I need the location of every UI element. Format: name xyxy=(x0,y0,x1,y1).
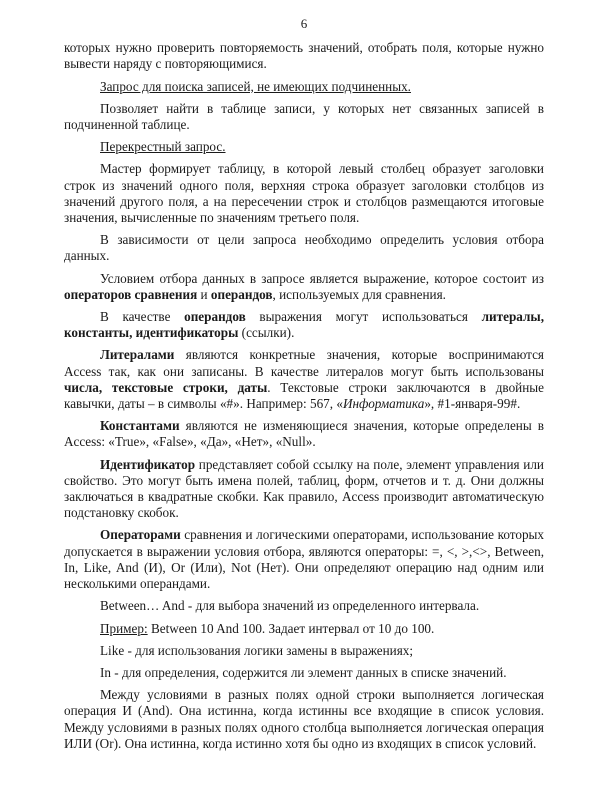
text-span: В качестве xyxy=(100,309,185,325)
text-span: представляет собой ссылку на поле, элемент управления или свойство. Это могут быть имена полей, таблиц, форм, отчетов и т. д. Они должны заключаться в квадратные скобки. Как правило, Access производит автоматическую подстановку скобок. xyxy=(64,456,544,521)
paragraph-continuation: которых нужно проверить повторяемость значений, отобрать поля, которые нужно вывести наряду с повторяющимися. xyxy=(64,40,544,72)
italic-term: Информатика xyxy=(342,396,425,412)
text-span: являются не изменяющиеся значения, которые определены в Access: «True», «False», «Да», «Нет», «Null». xyxy=(64,418,544,450)
text-span: (ссылки). xyxy=(238,325,295,341)
paragraph-example xyxy=(64,621,544,637)
bold-term: операторов сравнения xyxy=(64,286,198,302)
paragraph-constants xyxy=(64,418,544,450)
paragraph-in: In - для определения, содержится ли элемент данных в списке значений. xyxy=(100,664,507,680)
bold-term: операндов xyxy=(184,309,246,325)
paragraph-cross-query: Мастер формирует таблицу, в которой левый столбец образует заголовки строк из значений одного поля, верхняя строка образует заголовки столбцов из значений другого поля, а на пересечении строк и столбцов размещаются итоговые значения, вычисленные по значениям третьего поля. xyxy=(64,161,544,226)
bold-term: Литералами xyxy=(100,347,175,363)
paragraph-operators xyxy=(64,527,544,592)
paragraph-condition xyxy=(64,271,544,303)
bold-term: числа, текстовые строки, даты xyxy=(64,379,268,395)
bold-term: Операторами xyxy=(100,527,181,543)
paragraph-identifier xyxy=(64,457,544,522)
heading-no-subordinate-text: Запрос для поиска записей, не имеющих подчиненных. xyxy=(100,78,411,94)
document-page xyxy=(64,16,544,758)
paragraph-literals xyxy=(64,347,544,412)
text-span: и xyxy=(197,286,211,302)
underlined-term: Пример: xyxy=(100,620,148,636)
text-span: Between 10 And 100. Задает интервал от 10 до 100. xyxy=(147,620,435,636)
text-span: . Текстовые строки заключаются в двойные кавычки, даты – в символы «#». Например: 567, « xyxy=(64,379,544,412)
paragraph-and-or: Между условиями в разных полях одной строки выполняется логическая операция И (And). Она истинна, когда истинны все входящие в список условия. Между условиями в разных полях одного столбца выполняется логическая операция ИЛИ (Or). Она истинна, когда истинно хотя бы одно из входящих в список условий. xyxy=(64,687,544,751)
paragraph-purpose: В зависимости от цели запроса необходимо определить условия отбора данных. xyxy=(64,232,544,264)
bold-term: литералы, константы, идентификаторы xyxy=(64,309,544,341)
heading-no-subordinate-query xyxy=(64,79,544,95)
text-span: », #1-января-99#. xyxy=(424,396,521,412)
page-number: 6 xyxy=(300,16,308,31)
text-span: являются конкретные значения, которые воспринимаются Access так, как они записаны. В качестве литералов могут быть использованы xyxy=(64,347,544,379)
heading-cross-query-text: Перекрестный запрос. xyxy=(100,139,226,155)
paragraph-no-subordinate: Позволяет найти в таблице записи, у которых нет связанных записей в подчиненной таблице. xyxy=(64,100,544,133)
paragraph-like: Like - для использования логики замены в выражениях; xyxy=(100,642,414,658)
bold-term: операндов xyxy=(210,286,273,302)
paragraph-between: Between… And - для выбора значений из определенного интервала. xyxy=(100,598,480,614)
paragraph-operands xyxy=(64,309,544,341)
text-span: , используемых для сравнения. xyxy=(272,286,446,302)
text-span: сравнения и логическими операторами, использование которых допускается в выражении условия отбора, являются операторы: =, <, >,<>, Between, In, Like, And (И), Or (Или), Not (Нет). Они определяют операцию над одним или несколькими операндами. xyxy=(64,527,544,592)
text-span: Условием отбора данных в запросе является выражение, которое состоит из xyxy=(100,270,544,286)
text-span: выражения могут использоваться xyxy=(245,309,482,325)
bold-term: Константами xyxy=(100,418,180,434)
heading-cross-query xyxy=(64,139,544,155)
bold-term: Идентификатор xyxy=(100,456,196,472)
